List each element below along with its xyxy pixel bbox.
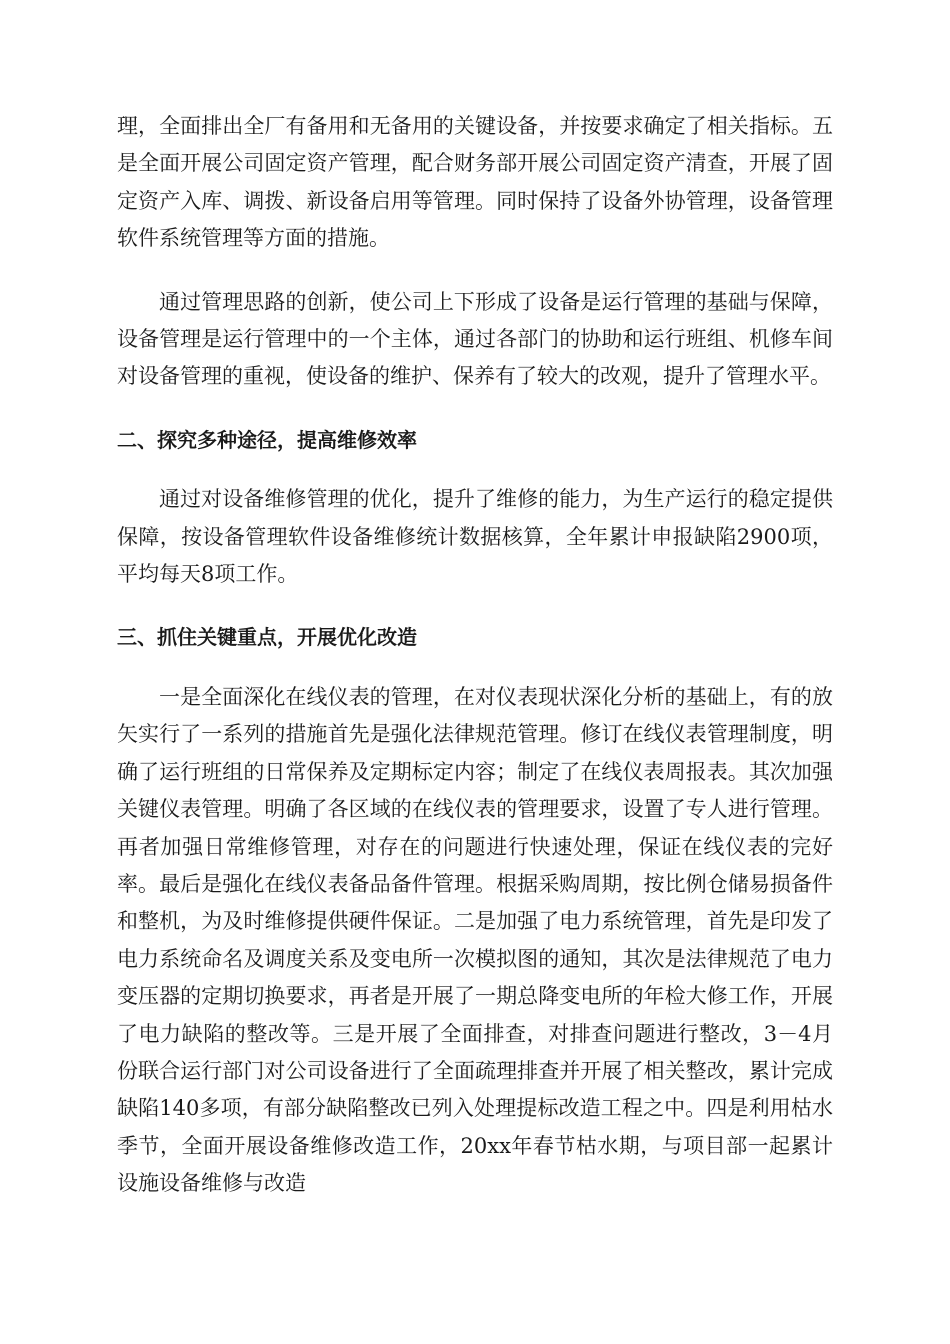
section-heading-2: 二、探究多种途径，提高维修效率: [117, 427, 417, 452]
paragraph-optimization: 一是全面深化在线仪表的管理，在对仪表现状深化分析的基础上，有的放矢实行了一系列的措施首先是强化法律规范管理。修订在线仪表管理制度，明确了运行班组的日常保养及定期标定内容；制定了在线仪表周报表。其次加强关键仪表管理。明确了各区域的在线仪表的管理要求，设置了专人进行管理。再者加强日常维修管理，对存在的问题进行快速处理，保证在线仪表的完好率。最后是强化在线仪表备品备件管理。根据采购周期，按比例仓储易损备件和整机，为及时维修提供硬件保证。二是加强了电力系统管理，首先是印发了电力系统命名及调度关系及变电所一次模拟图的通知，其次是法律规范了电力变压器的定期切换要求，再者是开展了一期总降变电所的年检大修工作，开展了电力缺陷的整改等。三是开展了全面排查，对排查问题进行整改，3－4月份联合运行部门对公司设备进行了全面疏理排查并开展了相关整改，累计完成缺陷140多项，有部分缺陷整改已列入处理提标改造工程之中。四是利用枯水季节，全面开展设备维修改造工作，20xx年春节枯水期，与项目部一起累计设施设备维修与改造: [117, 684, 833, 1196]
document-body: [117, 108, 833, 1203]
paragraph-maintenance-efficiency: 通过对设备维修管理的优化，提升了维修的能力，为生产运行的稳定提供保障，按设备管理软件设备维修统计数据核算，全年累计申报缺陷2900项，平均每天8项工作。: [117, 487, 833, 587]
paragraph-management-innovation: 通过管理思路的创新，使公司上下形成了设备是运行管理的基础与保障，设备管理是运行管理中的一个主体，通过各部门的协助和运行班组、机修车间对设备管理的重视，使设备的维护、保养有了较大的改观，提升了管理水平。: [117, 289, 833, 389]
paragraph-continued: 理，全面排出全厂有备用和无备用的关键设备，并按要求确定了相关指标。五是全面开展公司固定资产管理，配合财务部开展公司固定资产清查，开展了固定资产入库、调拨、新设备启用等管理。同时保持了设备外协管理，设备管理软件系统管理等方面的措施。: [117, 114, 833, 251]
section-heading-3: 三、抓住关键重点，开展优化改造: [117, 625, 417, 650]
